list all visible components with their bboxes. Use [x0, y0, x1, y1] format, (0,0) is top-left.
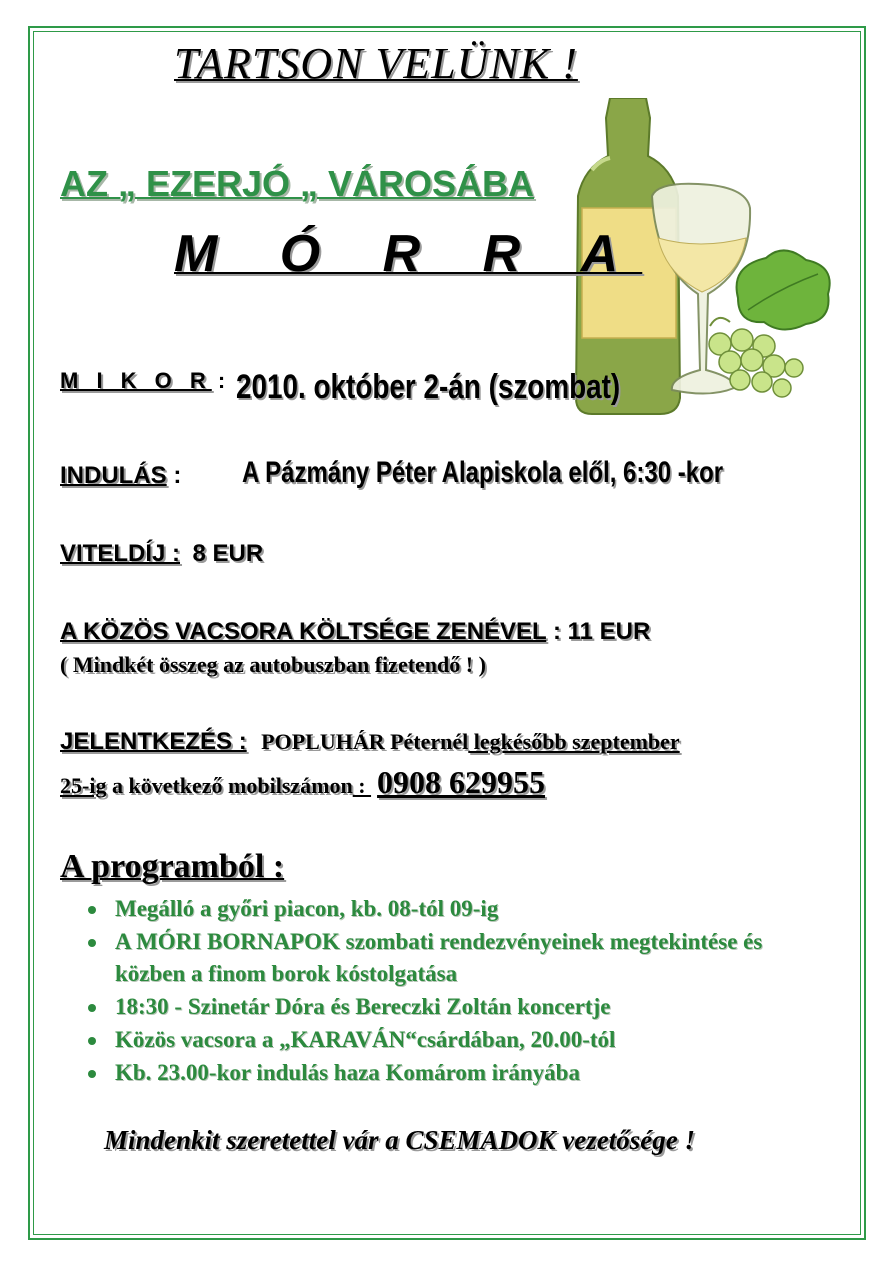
when-sep: :: [211, 368, 226, 393]
when-value: 2010. október 2-án (szombat): [236, 368, 621, 406]
program-list: [88, 893, 788, 1090]
fare-label: VITELDÍJ :: [60, 540, 181, 567]
departure-value-wrap: [242, 456, 843, 490]
fare-row: [60, 540, 263, 568]
departure-label: INDULÁS: [60, 462, 167, 489]
closing-line: Mindenkit szeretettel vár a CSEMADOK vezetősége !: [104, 1125, 695, 1155]
when-value-wrap: [236, 368, 705, 407]
bullet-icon: [88, 1037, 96, 1045]
registration-name: POPLUHÁR Péternél: [261, 729, 469, 754]
dinner-label: A KÖZÖS VACSORA KÖLTSÉGE ZENÉVEL: [60, 618, 547, 645]
departure-sep: :: [166, 462, 182, 489]
when-row: [60, 368, 225, 412]
fare-value: 8 EUR: [192, 540, 264, 567]
registration-label: JELENTKEZÉS :: [60, 728, 247, 755]
phone-number: 0908 629955: [377, 764, 546, 800]
dinner-price: : 11 EUR: [546, 618, 651, 645]
bullet-icon: [88, 1070, 96, 1078]
program-item: Megálló a győri piacon, kb. 08-tól 09-ig: [88, 893, 788, 925]
city-name: M Ó R R A: [174, 225, 643, 283]
registration-colon: :: [352, 773, 372, 798]
departure-value: A Pázmány Péter Alapiskola elől, 6:30 -kor: [242, 456, 724, 489]
payment-note: ( Mindkét összeg az autobuszban fizetendő ! ): [60, 652, 486, 677]
program-item: 18:30 - Szinetár Dóra és Bereczki Zoltán koncertje: [88, 991, 788, 1023]
bullet-icon: [88, 906, 96, 914]
when-label: M I K O R: [60, 368, 212, 393]
registration-deadline: legkésőbb szeptember: [468, 729, 680, 754]
program-item: Közös vacsora a „KARAVÁN“csárdában, 20.00-tól: [88, 1024, 788, 1056]
dinner-row: [60, 618, 650, 646]
departure-row: [60, 462, 181, 490]
registration-row: [60, 728, 680, 756]
bullet-icon: [88, 1004, 96, 1012]
program-title: A programból :: [60, 848, 285, 885]
registration-deadline-date: 25-ig: [60, 773, 107, 798]
registration-row-2: [60, 764, 545, 801]
program-item: Kb. 23.00-kor indulás haza Komárom irányába: [88, 1057, 788, 1089]
city-slogan: AZ „ EZERJÓ „ VÁROSÁBA: [60, 163, 535, 204]
bullet-icon: [88, 939, 96, 947]
headline: TARTSON VELÜNK !: [174, 39, 578, 88]
program-item: A MÓRI BORNAPOK szombati rendezvényeinek megtekintése és közben a finom borok kóstolgatása: [88, 926, 788, 990]
registration-text: a következő mobilszámon: [106, 773, 353, 798]
